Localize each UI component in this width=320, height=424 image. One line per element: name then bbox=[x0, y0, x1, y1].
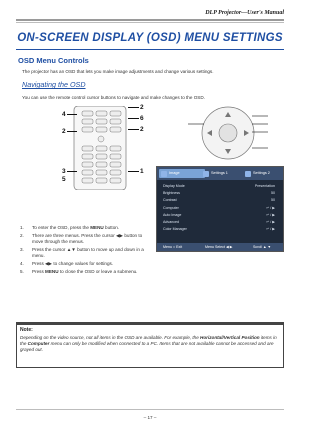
callout-line bbox=[128, 118, 139, 119]
note-text: Depending on the video source, not all items in the OSD are available. For example, the Horizontal/Vertical Position items in the Computer menu can only be modified when connected to a PC. Items that are not available cannot be accessed and are grayed out. bbox=[20, 335, 277, 352]
osd-tab-settings-2: Settings 2 bbox=[243, 169, 291, 178]
osd-row: Contrast 50 bbox=[163, 198, 275, 203]
keypad-wheel-illustration bbox=[186, 102, 270, 164]
osd-row: Computer ↵ / ▶ bbox=[163, 205, 275, 210]
osd-row: Display Mode Presentation bbox=[163, 184, 275, 188]
osd-tab-bar bbox=[157, 167, 283, 180]
osd-footer-select: Menu Select ◀ ▶ bbox=[205, 244, 233, 249]
osd-tab-settings-1: Settings 1 bbox=[201, 169, 249, 178]
page-number: – 17 – bbox=[143, 415, 157, 420]
step-item: 2. There are three menus. Press the cursor ◀▶ button to move through the menus. bbox=[20, 233, 143, 244]
remote-callout-1: 1 bbox=[140, 168, 144, 175]
osd-footer-scroll: Scroll ▲ ▼ bbox=[253, 244, 272, 249]
remote-callout-3: 3 bbox=[62, 168, 66, 175]
osd-menu-screenshot bbox=[156, 166, 284, 252]
footer-rule bbox=[16, 409, 284, 410]
callout-line bbox=[128, 171, 139, 172]
osd-row: Auto Image ↵ / ▶ bbox=[163, 212, 275, 217]
header-rule bbox=[16, 19, 284, 21]
keypad-wheel-icon bbox=[186, 102, 270, 164]
remote-callout-6: 6 bbox=[140, 115, 144, 122]
callout-line bbox=[128, 107, 139, 108]
page-title: ON-SCREEN DISPLAY (OSD) MENU SETTINGS bbox=[17, 32, 283, 44]
title-rule bbox=[16, 49, 284, 50]
callout-line bbox=[67, 114, 77, 115]
osd-row: Brightness 50 bbox=[163, 191, 275, 196]
step-item: 1. To enter the OSD, press the MENU button. bbox=[20, 225, 120, 230]
section-heading: OSD Menu Controls bbox=[18, 56, 89, 65]
steps-list bbox=[20, 225, 148, 277]
osd-tab-image: Image bbox=[159, 169, 205, 178]
osd-rows bbox=[163, 184, 277, 234]
remote-callout-2-left: 2 bbox=[62, 128, 66, 135]
running-header: DLP Projector—User's Manual bbox=[205, 10, 284, 16]
step-item: 5. Press MENU to close the OSD or leave a submenu. bbox=[20, 269, 138, 274]
osd-row: Advanced ↵ / ▶ bbox=[163, 219, 275, 224]
callout-line bbox=[67, 171, 77, 172]
settings-tab-icon bbox=[203, 171, 209, 177]
remote-callout-2-right: 2 bbox=[140, 126, 144, 133]
osd-row: Color Manager ↵ / ▶ bbox=[163, 227, 275, 232]
section-intro: The projector has an OSD that lets you make image adjustments and change various settings. bbox=[22, 69, 214, 74]
step-item: 3. Press the cursor ▲▼ button to move up and down in a menu. bbox=[20, 247, 144, 258]
step-item: 4. Press ◀▶ to change values for settings. bbox=[20, 261, 114, 266]
header-rule-thin bbox=[16, 22, 284, 23]
settings-tab-icon bbox=[245, 171, 251, 177]
remote-control-illustration bbox=[68, 106, 134, 190]
note-top-rule bbox=[17, 323, 283, 325]
osd-footer bbox=[157, 243, 283, 251]
note-box bbox=[16, 322, 284, 368]
remote-body-icon bbox=[68, 106, 134, 190]
callout-line bbox=[128, 129, 139, 130]
remote-callout-4: 4 bbox=[62, 111, 66, 118]
subsection-heading: Navigating the OSD bbox=[22, 80, 86, 89]
subsection-intro: You can use the remote control cursor buttons to navigate and make changes to the OSD. bbox=[22, 95, 205, 100]
note-title: Note: bbox=[20, 327, 33, 333]
callout-line bbox=[67, 131, 77, 132]
remote-callout-5: 5 bbox=[62, 176, 66, 183]
image-tab-icon bbox=[161, 171, 167, 177]
osd-footer-exit: Menu = Exit bbox=[163, 244, 183, 249]
remote-callout-2-top: 2 bbox=[140, 104, 144, 111]
